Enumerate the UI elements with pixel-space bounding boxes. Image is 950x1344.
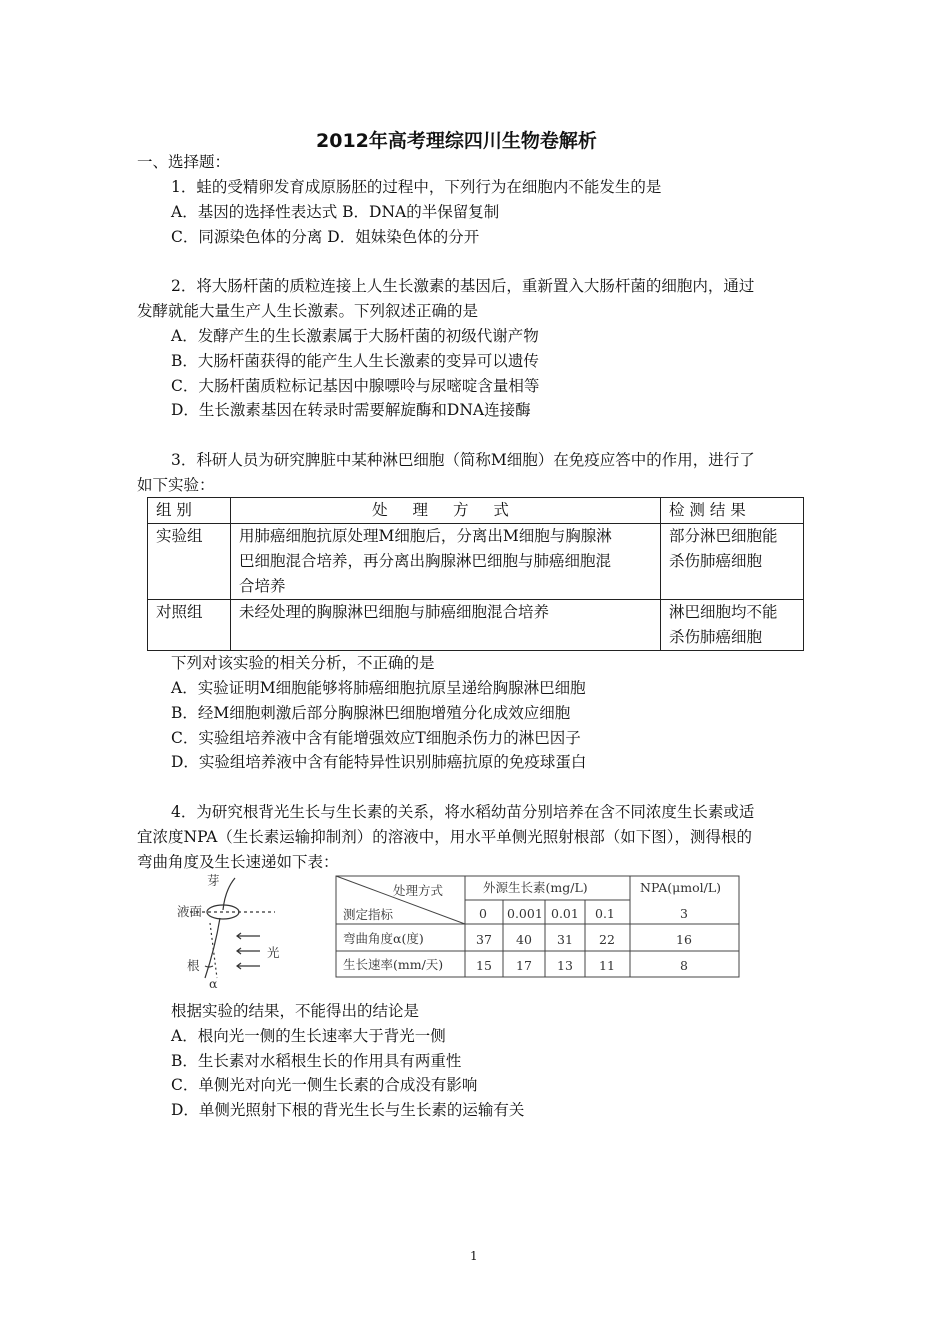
table-row (148, 600, 804, 651)
fig-row2-label: 生长速率(mm/天) (343, 957, 444, 972)
row1-method-line: 巴细胞混合培养，再分离出胸腺淋巴细胞与肺癌细胞混 (239, 552, 612, 570)
fig-row1-value: 22 (599, 932, 615, 947)
fig-row2-value: 8 (680, 958, 688, 973)
q1-options-cd: C．同源染色体的分离 D．姐妹染色体的分开 (171, 228, 480, 246)
fig-values (476, 932, 692, 973)
q2-stem-line1: 2．将大肠杆菌的质粒连接上人生长激素的基因后，重新置入大肠杆菌的细胞内，通过 (171, 277, 755, 295)
fig-conc-1: 0.001 (507, 906, 543, 921)
q2-option-c: C．大肠杆菌质粒标记基因中腺嘌呤与尿嘧啶含量相等 (171, 377, 540, 395)
fig-row1-label: 弯曲角度α(度) (343, 931, 424, 946)
fig-header-auxin: 外源生长素(mg/L) (483, 880, 588, 895)
fig-row2-value: 15 (476, 958, 492, 973)
q4-option-b: B．生长素对水稻根生长的作用具有两重性 (171, 1052, 462, 1070)
label-bud: 芽 (207, 873, 220, 888)
fig-row2-value: 17 (516, 958, 532, 973)
fig-row1-value: 16 (676, 932, 692, 947)
q2-option-d: D．生长激素基因在转录时需要解旋酶和DNA连接酶 (171, 401, 531, 419)
cell-result (661, 600, 804, 651)
q3-option-b: B．经M细胞刺激后部分胸腺淋巴细胞增殖分化成效应细胞 (171, 704, 571, 722)
q4-stem-line2: 宜浓度NPA（生长素运输抑制剂）的溶液中，用水平单侧光照射根部（如下图），测得根的 (137, 828, 753, 846)
page-number: 1 (470, 1249, 478, 1263)
header-group-text: 组 别 (156, 501, 192, 519)
q3-stem-line2: 如下实验： (137, 476, 215, 494)
header-method-text: 处 理 方 式 (372, 501, 519, 519)
fig-conc-3: 0.1 (595, 906, 615, 921)
page-title: 2012年高考理综四川生物卷解析 (316, 130, 597, 152)
q3-option-a: A．实验证明M细胞能够将肺癌细胞抗原呈递给胸腺淋巴细胞 (171, 679, 586, 697)
row1-method-line: 用肺癌细胞抗原处理M细胞后，分离出M细胞与胸腺淋 (239, 527, 612, 545)
table-header-row (148, 498, 804, 524)
root-line (205, 918, 220, 978)
row1-group: 实验组 (156, 527, 203, 545)
label-liquid: 液面 (177, 904, 203, 919)
q1-options-ab: A．基因的选择性表达式 B．DNA的半保留复制 (171, 203, 500, 221)
fig-row1-value: 31 (557, 932, 573, 947)
q4-option-d: D．单侧光照射下根的背光生长与生长素的运输有关 (171, 1101, 525, 1119)
header-result (661, 498, 804, 524)
q2-stem-line2: 发酵就能大量生产人生长激素。下列叙述正确的是 (137, 302, 479, 320)
cell-result (661, 524, 804, 600)
fig-conc-0: 0 (479, 906, 487, 921)
header-method (231, 498, 661, 524)
cell-method (231, 524, 661, 600)
section-heading: 一、选择题： (137, 153, 231, 171)
q4-stem-line1: 4．为研究根背光生长与生长素的关系，将水稻幼苗分别培养在含不同浓度生长素或适 (171, 803, 755, 821)
row1-result-line: 杀伤肺癌细胞 (669, 552, 763, 570)
cell-group (148, 600, 231, 651)
fig-header-method: 处理方式 (393, 883, 444, 898)
label-root: 根 (187, 958, 200, 973)
q3-option-c: C．实验组培养液中含有能增强效应T细胞杀伤力的淋巴因子 (171, 729, 581, 747)
q4-after: 根据实验的结果，不能得出的结论是 (171, 1002, 420, 1020)
fig-conc-2: 0.01 (551, 906, 579, 921)
seedling-diagram (190, 878, 275, 978)
table-row (148, 524, 804, 600)
q1-stem: 1．蛙的受精卵发育成原肠胚的过程中，下列行为在细胞内不能发生的是 (171, 178, 662, 196)
experiment-table (147, 497, 804, 651)
fig-row1-value: 40 (516, 932, 532, 947)
q4-option-a: A．根向光一侧的生长速率大于背光一侧 (171, 1027, 446, 1045)
fig-row1-value: 37 (476, 932, 492, 947)
label-light: 光 (267, 945, 280, 960)
q3-after: 下列对该实验的相关分析，不正确的是 (171, 654, 435, 672)
row1-method-line: 合培养 (239, 577, 286, 595)
cell-method (231, 600, 661, 651)
cell-group (148, 524, 231, 600)
fig-header-npa: NPA(μmol/L) (640, 880, 721, 895)
q4-stem-line3: 弯曲角度及生长速递如下表： (137, 853, 339, 871)
header-group (148, 498, 231, 524)
figure-svg (165, 868, 745, 992)
fig-row2-value: 13 (557, 958, 573, 973)
q3-option-d: D．实验组培养液中含有能特异性识别肺癌抗原的免疫球蛋白 (171, 753, 587, 771)
row1-result-line: 部分淋巴细胞能 (669, 527, 778, 545)
label-alpha: α (209, 976, 218, 991)
q2-option-a: A．发酵产生的生长激素属于大肠杆菌的初级代谢产物 (171, 327, 539, 345)
q3-stem-line1: 3．科研人员为研究脾脏中某种淋巴细胞（简称M细胞）在免疫应答中的作用，进行了 (171, 451, 755, 469)
q2-option-b: B．大肠杆菌获得的能产生人生长激素的变异可以遗传 (171, 352, 539, 370)
row2-result-line: 淋巴细胞均不能 (669, 603, 778, 621)
q4-figure (165, 868, 745, 992)
fig-header-measure: 测定指标 (343, 907, 394, 922)
row2-result-line: 杀伤肺癌细胞 (669, 628, 763, 646)
q4-option-c: C．单侧光对向光一侧生长素的合成没有影响 (171, 1076, 478, 1094)
row2-method: 未经处理的胸腺淋巴细胞与肺癌细胞混合培养 (239, 603, 550, 621)
fig-conc-npa: 3 (680, 906, 688, 921)
fig-row2-value: 11 (599, 958, 615, 973)
row2-group: 对照组 (156, 603, 203, 621)
header-result-text: 检 测 结 果 (669, 501, 746, 519)
